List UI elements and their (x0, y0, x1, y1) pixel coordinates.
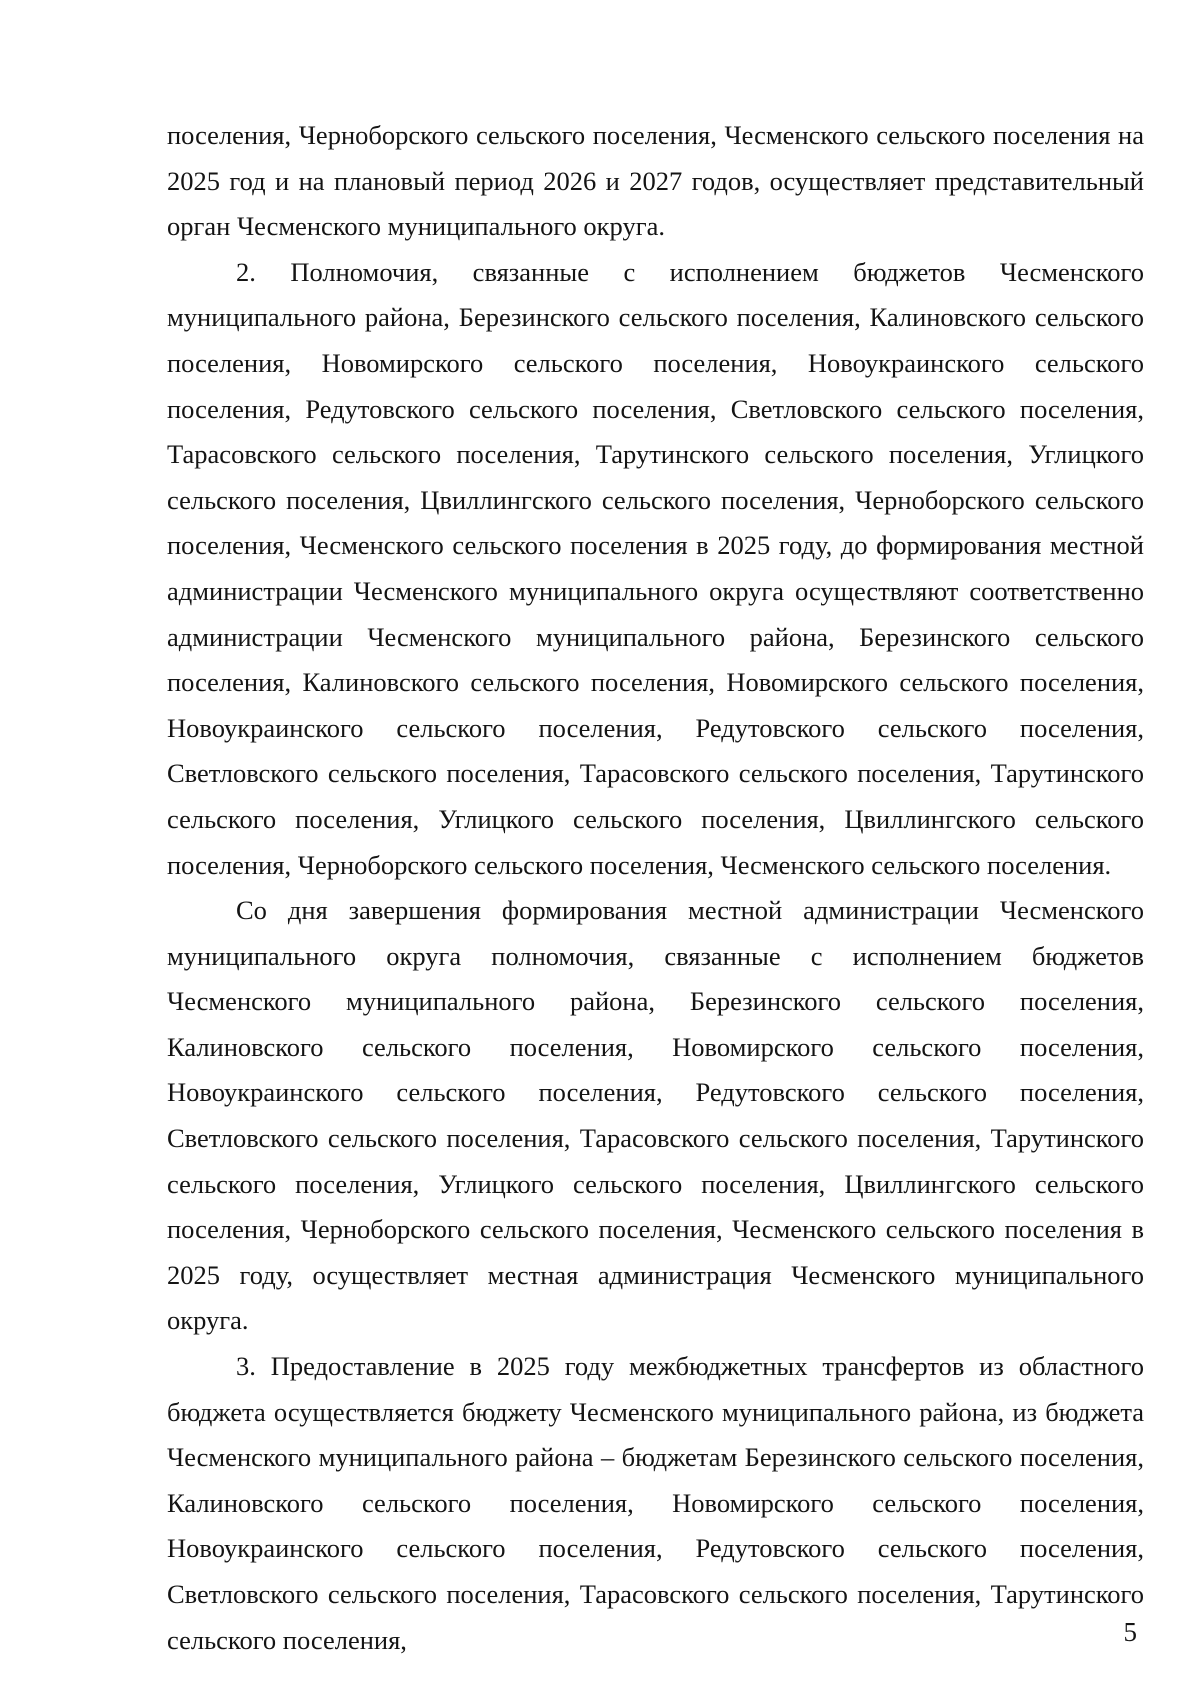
document-body (167, 113, 1144, 1663)
paragraph-continuation: поселения, Черноборского сельского поселения, Чесменского сельского поселения на 2025 год и на плановый период 2026 и 2027 годов, осуществляет представительный орган Чесменского муниципального округа. (167, 120, 1144, 242)
paragraph-item-3: 3. Предоставление в 2025 году межбюджетных трансфертов из областного бюджета осуществляется бюджету Чесменского муниципального района, из бюджета Чесменского муниципального района – бюджетам Березинского сельского поселения, Калиновского сельского поселения, Новомирского сельского поселения, Новоукраинского сельского поселения, Редутовского сельского поселения, Светловского сельского поселения, Тарасовского сельского поселения, Тарутинского сельского поселения, (167, 1351, 1144, 1655)
paragraph-formation-end: Со дня завершения формирования местной администрации Чесменского муниципального округа полномочия, связанные с исполнением бюджетов Чесменского муниципального района, Березинского сельского поселения, Калиновского сельского поселения, Новомирского сельского поселения, Новоукраинского сельского поселения, Редутовского сельского поселения, Светловского сельского поселения, Тарасовского сельского поселения, Тарутинского сельского поселения, Углицкого сельского поселения, Цвиллингского сельского поселения, Черноборского сельского поселения, Чесменского сельского поселения в 2025 году, осуществляет местная администрация Чесменского муниципального округа. (167, 895, 1144, 1336)
paragraph-item-2: 2. Полномочия, связанные с исполнением бюджетов Чесменского муниципального района, Березинского сельского поселения, Калиновского сельского поселения, Новомирского сельского поселения, Новоукраинского сельского поселения, Редутовского сельского поселения, Светловского сельского поселения, Тарасовского сельского поселения, Тарутинского сельского поселения, Углицкого сельского поселения, Цвиллингского сельского поселения, Черноборского сельского поселения, Чесменского сельского поселения в 2025 году, до формирования местной администрации Чесменского муниципального округа осуществляют соответственно администрации Чесменского муниципального района, Березинского сельского поселения, Калиновского сельского поселения, Новомирского сельского поселения, Новоукраинского сельского поселения, Редутовского сельского поселения, Светловского сельского поселения, Тарасовского сельского поселения, Тарутинского сельского поселения, Углицкого сельского поселения, Цвиллингского сельского поселения, Черноборского сельского поселения, Чесменского сельского поселения. (167, 256, 1144, 880)
page-number: 5 (1123, 1617, 1137, 1647)
